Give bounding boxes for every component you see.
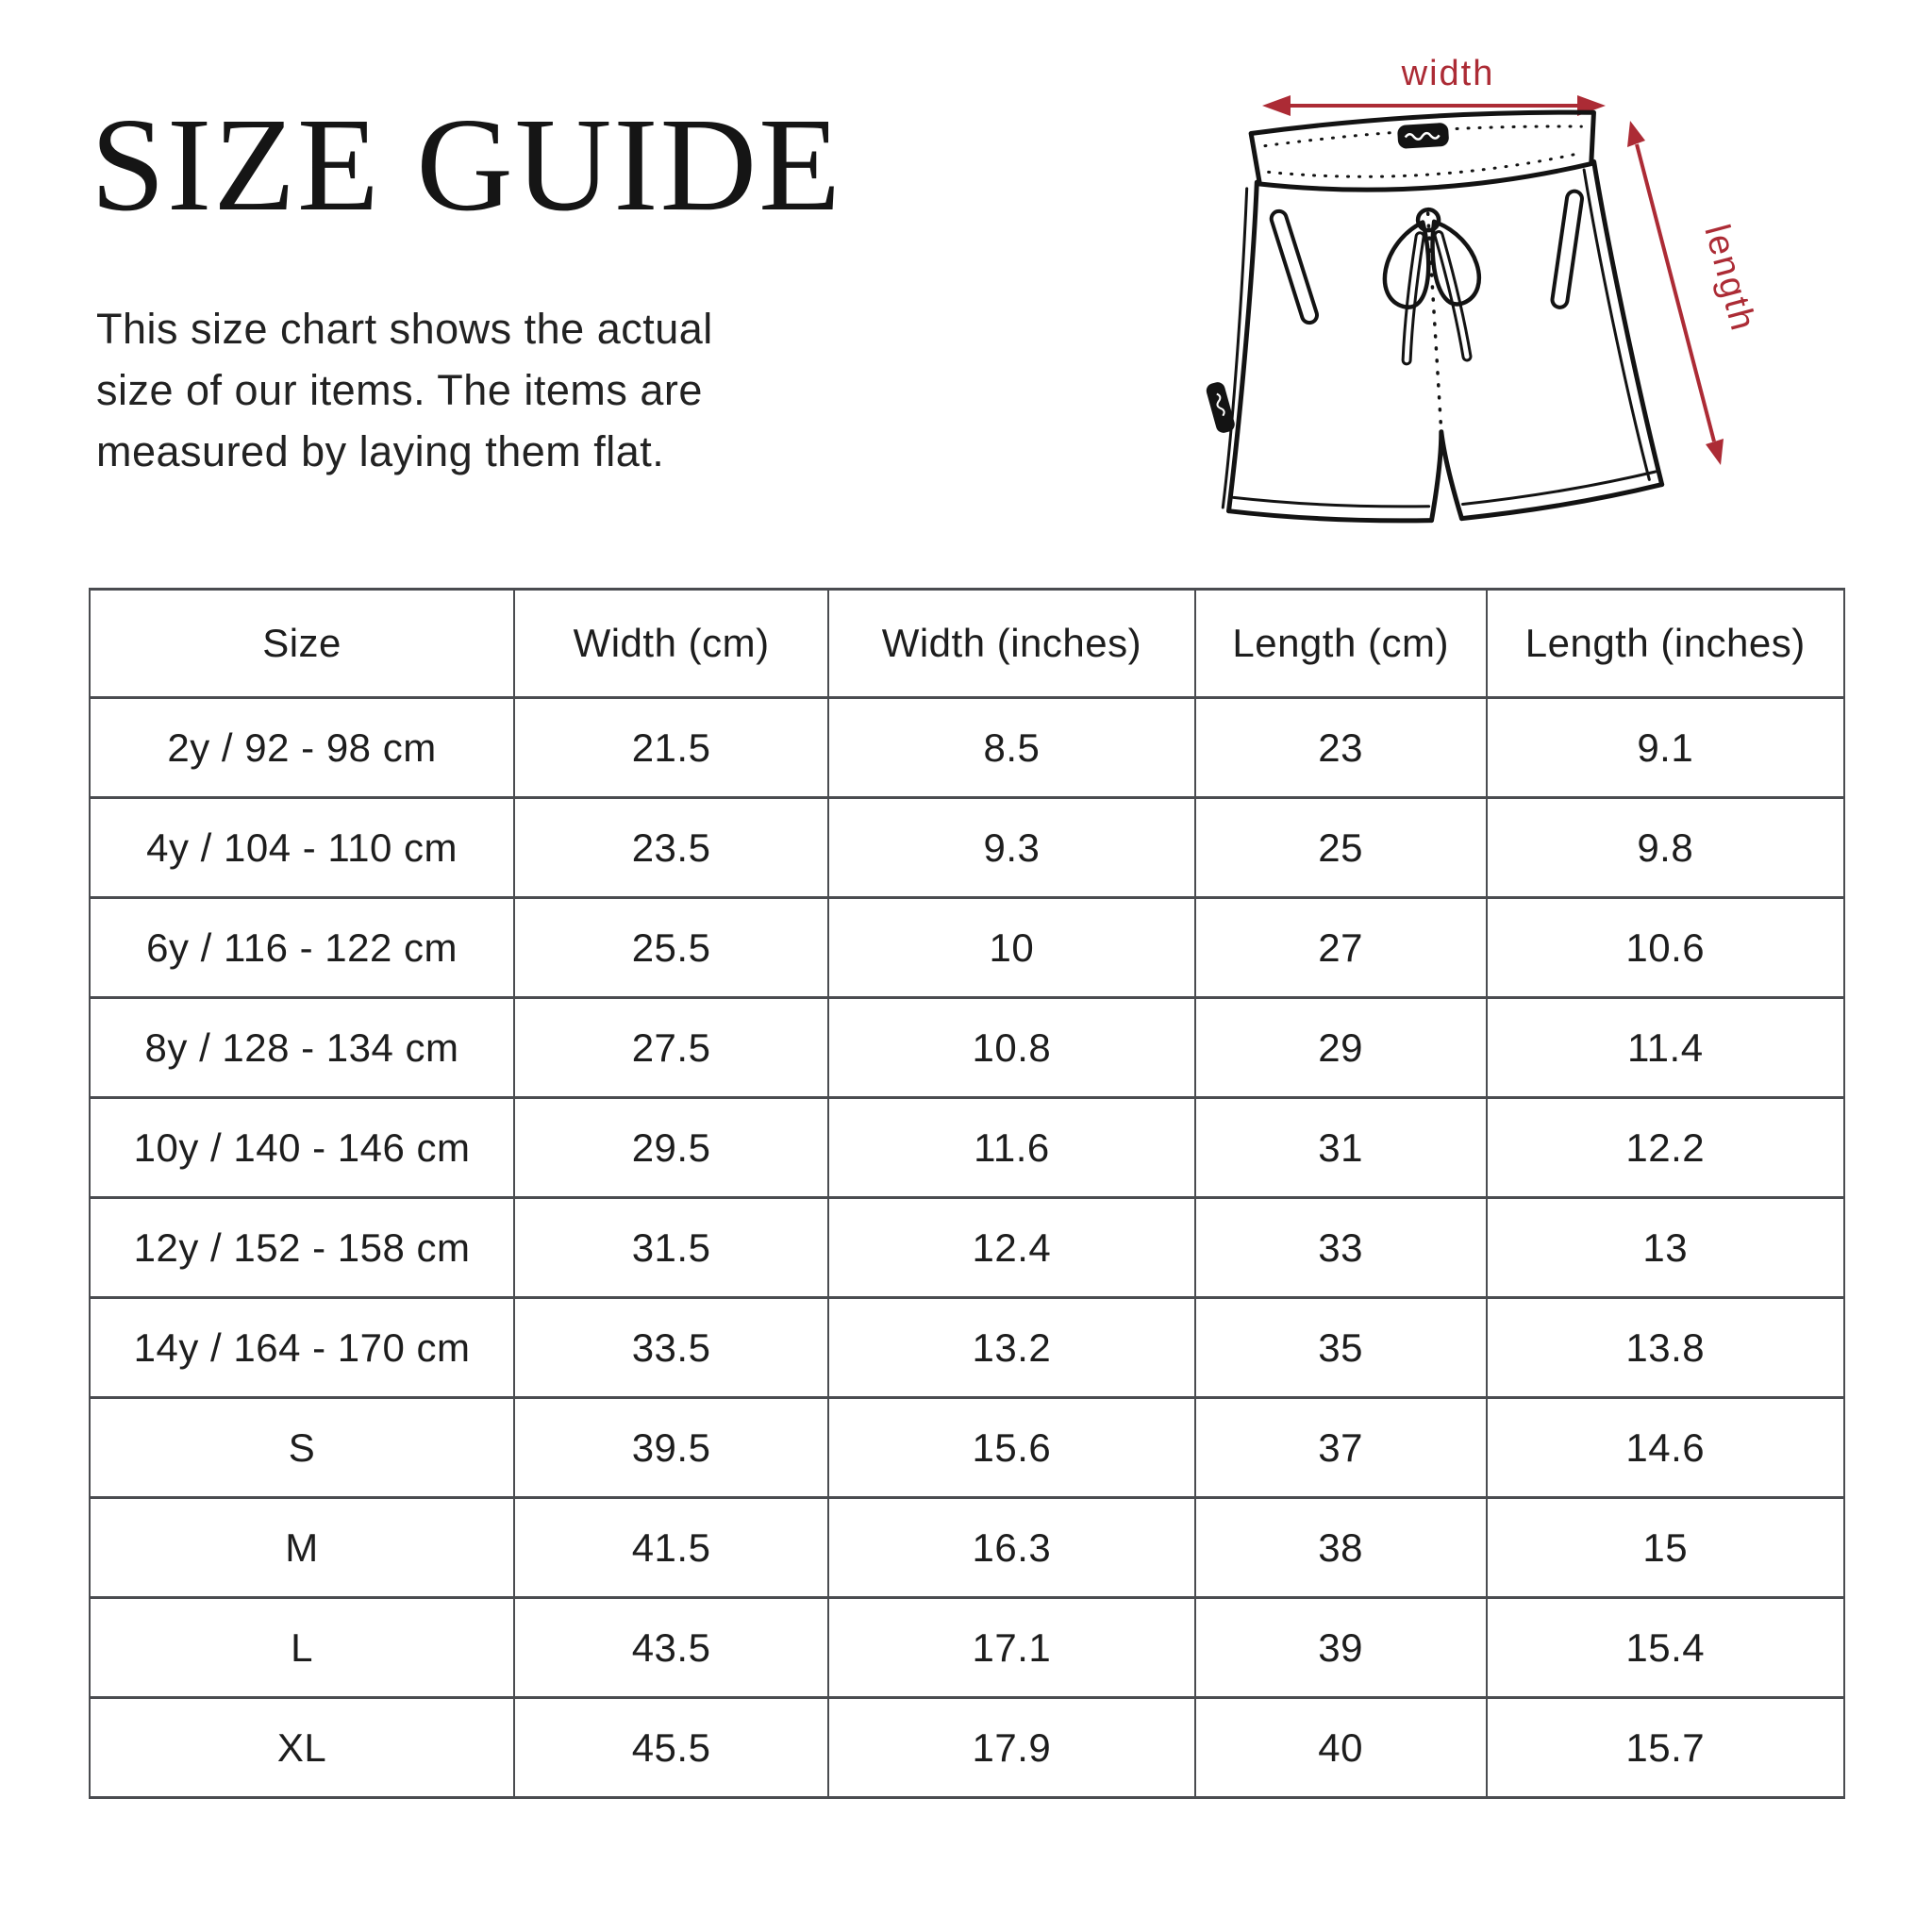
table-cell: 40 (1195, 1698, 1487, 1798)
table-cell: 39.5 (514, 1398, 828, 1498)
table-cell: 31 (1195, 1098, 1487, 1198)
table-cell: 23 (1195, 698, 1487, 798)
table-cell: 12.4 (828, 1198, 1195, 1298)
table-cell: 38 (1195, 1498, 1487, 1598)
table-cell: 31.5 (514, 1198, 828, 1298)
table-cell: 43.5 (514, 1598, 828, 1698)
table-cell: 10.6 (1487, 898, 1844, 998)
table-cell: 37 (1195, 1398, 1487, 1498)
table-cell: 11.4 (1487, 998, 1844, 1098)
table-cell: 2y / 92 - 98 cm (90, 698, 514, 798)
length-arrow (1627, 121, 1724, 465)
table-row (90, 1498, 1844, 1598)
table-cell: 27 (1195, 898, 1487, 998)
shorts-illustration (1141, 28, 1783, 566)
table-cell: 33 (1195, 1198, 1487, 1298)
width-label: width (1401, 54, 1495, 93)
drawstring-bow (1381, 207, 1484, 361)
right-hem-stitch (1461, 472, 1657, 505)
table-cell: 10 (828, 898, 1195, 998)
table-row (90, 798, 1844, 898)
table-cell: 4y / 104 - 110 cm (90, 798, 514, 898)
crotch-notch (1426, 431, 1462, 521)
table-cell: 29.5 (514, 1098, 828, 1198)
description-line: This size chart shows the actual (96, 305, 713, 353)
table-cell: 17.1 (828, 1598, 1195, 1698)
shorts-right-inner-seam (1584, 167, 1649, 482)
table-cell: 6y / 116 - 122 cm (90, 898, 514, 998)
table-cell: 29 (1195, 998, 1487, 1098)
table-cell: 25 (1195, 798, 1487, 898)
table-cell: 33.5 (514, 1298, 828, 1398)
column-header: Length (inches) (1487, 590, 1844, 698)
table-cell: 15.7 (1487, 1698, 1844, 1798)
table-cell: M (90, 1498, 514, 1598)
table-row (90, 898, 1844, 998)
table-cell: 14y / 164 - 170 cm (90, 1298, 514, 1398)
table-cell: 17.9 (828, 1698, 1195, 1798)
table-cell: 9.3 (828, 798, 1195, 898)
table-cell: 35 (1195, 1298, 1487, 1398)
table-cell: 9.1 (1487, 698, 1844, 798)
table-cell: 16.3 (828, 1498, 1195, 1598)
table-cell: 13 (1487, 1198, 1844, 1298)
table-header-row (90, 590, 1844, 698)
shorts-left-edge (1208, 182, 1276, 510)
table-row (90, 1698, 1844, 1798)
size-table-body (90, 698, 1844, 1798)
table-cell: 9.8 (1487, 798, 1844, 898)
table-row (90, 1098, 1844, 1198)
table-cell: 21.5 (514, 698, 828, 798)
table-cell: 8.5 (828, 698, 1195, 798)
table-cell: 15 (1487, 1498, 1844, 1598)
page-description (96, 298, 713, 482)
size-table (89, 588, 1845, 1799)
table-cell: 27.5 (514, 998, 828, 1098)
left-pocket-slit (1279, 217, 1309, 316)
table-row (90, 1198, 1844, 1298)
table-row (90, 998, 1844, 1098)
table-cell: 12y / 152 - 158 cm (90, 1198, 514, 1298)
waistband-stitch-bottom (1269, 153, 1582, 184)
table-cell: L (90, 1598, 514, 1698)
table-cell: 13.8 (1487, 1298, 1844, 1398)
table-row (90, 1398, 1844, 1498)
table-cell: 12.2 (1487, 1098, 1844, 1198)
table-cell: 15.6 (828, 1398, 1195, 1498)
description-line: measured by laying them flat. (96, 427, 665, 475)
shorts-outline (1189, 104, 1663, 534)
table-cell: 25.5 (514, 898, 828, 998)
table-cell: 39 (1195, 1598, 1487, 1698)
table-row (90, 698, 1844, 798)
column-header: Length (cm) (1195, 590, 1487, 698)
table-cell: 8y / 128 - 134 cm (90, 998, 514, 1098)
page-title: SIZE GUIDE (91, 90, 842, 239)
table-cell: 13.2 (828, 1298, 1195, 1398)
length-label: length (1696, 220, 1763, 337)
table-cell: 10.8 (828, 998, 1195, 1098)
description-line: size of our items. The items are (96, 366, 703, 414)
column-header: Width (inches) (828, 590, 1195, 698)
waistband (1251, 107, 1598, 199)
table-cell: 14.6 (1487, 1398, 1844, 1498)
table-cell: S (90, 1398, 514, 1498)
column-header: Size (90, 590, 514, 698)
column-header: Width (cm) (514, 590, 828, 698)
table-row (90, 1598, 1844, 1698)
table-cell: 10y / 140 - 146 cm (90, 1098, 514, 1198)
table-row (90, 1298, 1844, 1398)
table-cell: 45.5 (514, 1698, 828, 1798)
table-cell: 11.6 (828, 1098, 1195, 1198)
right-pocket-slit (1554, 199, 1580, 300)
table-cell: 15.4 (1487, 1598, 1844, 1698)
table-cell: 41.5 (514, 1498, 828, 1598)
table-cell: XL (90, 1698, 514, 1798)
table-cell: 23.5 (514, 798, 828, 898)
